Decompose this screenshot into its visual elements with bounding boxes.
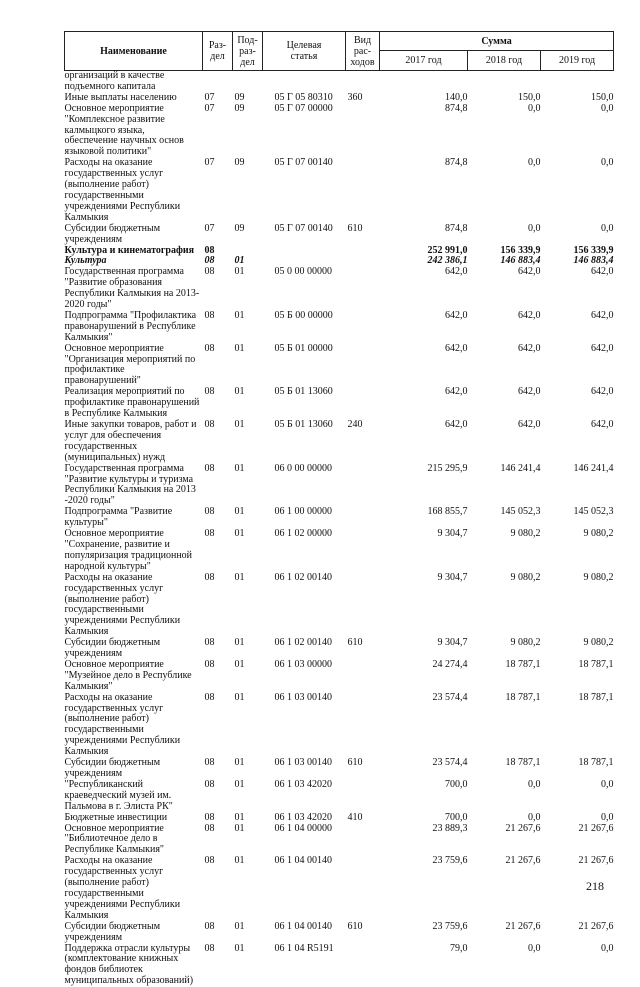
row-name-cell: Культура и кинематография <box>65 246 203 257</box>
row-target-cell: 05 Г 07 00140 <box>263 158 346 223</box>
row-2019-cell: 642,0 <box>541 387 614 420</box>
row-2017-cell: 9 304,7 <box>380 529 468 573</box>
budget-table <box>64 31 614 987</box>
row-name-cell: Культура <box>65 256 203 267</box>
row-name-cell: Подпрограмма "Развитие культуры" <box>65 507 203 529</box>
row-section-cell: 08 <box>203 420 233 464</box>
row-section-cell: 07 <box>203 158 233 223</box>
row-target-cell <box>263 246 346 257</box>
row-2017-cell: 23 759,6 <box>380 856 468 921</box>
row-2018-cell: 642,0 <box>468 267 541 311</box>
row-kind-cell <box>346 267 380 311</box>
row-section-cell: 08 <box>203 464 233 508</box>
row-section-cell: 08 <box>203 573 233 638</box>
row-kind-cell: 610 <box>346 758 380 780</box>
row-name-cell: Основное мероприятие "Библиотечное дело в Республике Калмыкия" <box>65 824 203 857</box>
table-row <box>65 573 614 638</box>
row-kind-cell <box>346 344 380 388</box>
row-2018-cell: 0,0 <box>468 104 541 159</box>
row-target-cell: 06 1 04 R5191 <box>263 944 346 987</box>
row-subsection-cell: 01 <box>233 267 263 311</box>
row-2017-cell: 642,0 <box>380 344 468 388</box>
row-name-cell: Расходы на оказание государственных услуг (выполнение работ) государственными учреждениями Республики Калмыкия <box>65 856 203 921</box>
row-target-cell: 05 Б 01 13060 <box>263 420 346 464</box>
row-2017-cell: 23 889,3 <box>380 824 468 857</box>
row-2017-cell: 874,8 <box>380 104 468 159</box>
row-2018-cell: 21 267,6 <box>468 922 541 944</box>
row-kind-cell <box>346 660 380 693</box>
row-section-cell: 08 <box>203 246 233 257</box>
row-section-cell: 08 <box>203 780 233 813</box>
row-name-cell: Государственная программа "Развитие образования Республики Калмыкия на 2013-2020 годы" <box>65 267 203 311</box>
table-row <box>65 224 614 246</box>
row-target-cell: 06 1 02 00000 <box>263 529 346 573</box>
row-target-cell: 05 0 00 00000 <box>263 267 346 311</box>
row-section-cell: 08 <box>203 922 233 944</box>
row-target-cell: 05 Г 05 80310 <box>263 93 346 104</box>
table-row <box>65 922 614 944</box>
row-subsection-cell: 01 <box>233 573 263 638</box>
table-row <box>65 638 614 660</box>
row-name-cell: Расходы на оказание государственных услуг (выполнение работ) государственными учреждениями Республики Калмыкия <box>65 158 203 223</box>
row-subsection-cell: 01 <box>233 856 263 921</box>
row-target-cell: 06 1 04 00000 <box>263 824 346 857</box>
row-2019-cell: 146 241,4 <box>541 464 614 508</box>
row-name-cell: Подпрограмма "Профилактика правонарушений в Республике Калмыкия" <box>65 311 203 344</box>
row-2019-cell: 642,0 <box>541 420 614 464</box>
row-name-cell: Поддержка отрасли культуры (комплектование книжных фондов библиотек муниципальных образований) <box>65 944 203 987</box>
row-kind-cell <box>346 529 380 573</box>
row-2017-cell: 874,8 <box>380 158 468 223</box>
row-2017-cell: 140,0 <box>380 93 468 104</box>
row-target-cell: 06 1 03 00140 <box>263 758 346 780</box>
row-name-cell: Иные закупки товаров, работ и услуг для обеспечения государственных (муниципальных) нужд <box>65 420 203 464</box>
table-row <box>65 158 614 223</box>
row-kind-cell <box>346 693 380 758</box>
row-2018-cell: 21 267,6 <box>468 856 541 921</box>
row-name-cell: "Республиканский краеведческий музей им. Пальмова в г. Элиста РК" <box>65 780 203 813</box>
row-2017-cell: 79,0 <box>380 944 468 987</box>
row-2018-cell: 150,0 <box>468 93 541 104</box>
row-2018-cell: 146 883,4 <box>468 256 541 267</box>
row-target-cell: 06 1 04 00140 <box>263 922 346 944</box>
row-name-cell: Расходы на оказание государственных услуг (выполнение работ) государственными учреждениями Республики Калмыкия <box>65 693 203 758</box>
table-row <box>65 856 614 921</box>
row-2017-cell: 642,0 <box>380 387 468 420</box>
header-sum: Сумма <box>380 32 614 51</box>
row-subsection-cell: 01 <box>233 780 263 813</box>
table-row <box>65 529 614 573</box>
row-name-cell: Субсидии бюджетным учреждениям <box>65 758 203 780</box>
row-section-cell: 08 <box>203 256 233 267</box>
row-2017-cell: 874,8 <box>380 224 468 246</box>
header-section: Раз- дел <box>203 32 233 71</box>
row-target-cell: 05 Г 07 00000 <box>263 104 346 159</box>
row-target-cell: 06 1 03 42020 <box>263 813 346 824</box>
row-kind-cell <box>346 71 380 93</box>
row-2019-cell: 642,0 <box>541 311 614 344</box>
row-2019-cell: 0,0 <box>541 813 614 824</box>
row-kind-cell: 610 <box>346 638 380 660</box>
row-2018-cell: 0,0 <box>468 158 541 223</box>
row-section-cell: 07 <box>203 93 233 104</box>
row-kind-cell <box>346 104 380 159</box>
table-row <box>65 758 614 780</box>
row-section-cell <box>203 71 233 93</box>
row-2019-cell: 18 787,1 <box>541 758 614 780</box>
row-name-cell: Субсидии бюджетным учреждениям <box>65 922 203 944</box>
row-kind-cell <box>346 944 380 987</box>
row-2017-cell: 23 759,6 <box>380 922 468 944</box>
row-2019-cell: 21 267,6 <box>541 824 614 857</box>
row-2018-cell: 18 787,1 <box>468 758 541 780</box>
row-section-cell: 08 <box>203 824 233 857</box>
row-2018-cell: 642,0 <box>468 311 541 344</box>
row-2018-cell <box>468 71 541 93</box>
row-section-cell: 08 <box>203 660 233 693</box>
row-target-cell: 06 1 02 00140 <box>263 638 346 660</box>
row-section-cell: 08 <box>203 944 233 987</box>
row-section-cell: 08 <box>203 311 233 344</box>
row-2017-cell: 9 304,7 <box>380 573 468 638</box>
row-kind-cell: 410 <box>346 813 380 824</box>
row-subsection-cell: 01 <box>233 922 263 944</box>
table-row <box>65 780 614 813</box>
row-subsection-cell: 01 <box>233 387 263 420</box>
row-2017-cell: 23 574,4 <box>380 693 468 758</box>
row-kind-cell <box>346 824 380 857</box>
row-subsection-cell: 01 <box>233 344 263 388</box>
row-subsection-cell: 01 <box>233 507 263 529</box>
header-kind: Вид рас- ходов <box>346 32 380 71</box>
row-2019-cell: 642,0 <box>541 267 614 311</box>
table-header <box>65 32 614 71</box>
row-target-cell: 05 Б 01 13060 <box>263 387 346 420</box>
row-subsection-cell: 01 <box>233 311 263 344</box>
row-subsection-cell: 01 <box>233 529 263 573</box>
row-target-cell: 06 1 00 00000 <box>263 507 346 529</box>
row-2019-cell: 150,0 <box>541 93 614 104</box>
row-2017-cell: 700,0 <box>380 780 468 813</box>
row-section-cell: 08 <box>203 507 233 529</box>
row-2019-cell: 9 080,2 <box>541 573 614 638</box>
row-2018-cell: 0,0 <box>468 224 541 246</box>
row-name-cell: Субсидии бюджетным учреждениям <box>65 224 203 246</box>
row-2019-cell: 0,0 <box>541 104 614 159</box>
row-section-cell: 08 <box>203 267 233 311</box>
row-section-cell: 08 <box>203 856 233 921</box>
row-section-cell: 08 <box>203 344 233 388</box>
row-target-cell: 05 Б 01 00000 <box>263 344 346 388</box>
row-2019-cell: 21 267,6 <box>541 922 614 944</box>
table-row <box>65 71 614 93</box>
table-row <box>65 387 614 420</box>
row-2018-cell: 146 241,4 <box>468 464 541 508</box>
row-2018-cell: 0,0 <box>468 780 541 813</box>
row-2019-cell: 642,0 <box>541 344 614 388</box>
row-2019-cell: 21 267,6 <box>541 856 614 921</box>
row-section-cell: 07 <box>203 224 233 246</box>
row-section-cell: 08 <box>203 387 233 420</box>
row-2018-cell: 21 267,6 <box>468 824 541 857</box>
row-subsection-cell: 01 <box>233 660 263 693</box>
row-2018-cell: 156 339,9 <box>468 246 541 257</box>
table-row <box>65 267 614 311</box>
row-name-cell: Основное мероприятие "Сохранение, развитие и популяризация традиционной народной культуры" <box>65 529 203 573</box>
page-number: 218 <box>586 879 604 894</box>
row-2019-cell: 156 339,9 <box>541 246 614 257</box>
row-subsection-cell: 01 <box>233 944 263 987</box>
row-2019-cell <box>541 71 614 93</box>
row-kind-cell <box>346 256 380 267</box>
row-2018-cell: 9 080,2 <box>468 638 541 660</box>
table-row <box>65 813 614 824</box>
row-2019-cell: 145 052,3 <box>541 507 614 529</box>
row-kind-cell <box>346 856 380 921</box>
table-row <box>65 464 614 508</box>
row-subsection-cell: 01 <box>233 256 263 267</box>
row-subsection-cell: 01 <box>233 824 263 857</box>
row-2018-cell: 18 787,1 <box>468 693 541 758</box>
row-kind-cell <box>346 246 380 257</box>
row-2017-cell: 9 304,7 <box>380 638 468 660</box>
row-section-cell: 07 <box>203 104 233 159</box>
row-2019-cell: 0,0 <box>541 158 614 223</box>
row-target-cell: 06 1 03 00000 <box>263 660 346 693</box>
row-2018-cell: 9 080,2 <box>468 573 541 638</box>
row-2019-cell: 146 883,4 <box>541 256 614 267</box>
row-name-cell: Бюджетные инвестиции <box>65 813 203 824</box>
row-2017-cell: 24 274,4 <box>380 660 468 693</box>
row-2017-cell: 168 855,7 <box>380 507 468 529</box>
row-kind-cell: 240 <box>346 420 380 464</box>
header-subsection: Под- раз- дел <box>233 32 263 71</box>
row-kind-cell: 610 <box>346 224 380 246</box>
row-kind-cell: 360 <box>346 93 380 104</box>
row-name-cell: Расходы на оказание государственных услуг (выполнение работ) государственными учреждениями Республики Калмыкия <box>65 573 203 638</box>
row-2017-cell: 252 991,0 <box>380 246 468 257</box>
row-kind-cell <box>346 573 380 638</box>
row-2018-cell: 9 080,2 <box>468 529 541 573</box>
row-2017-cell <box>380 71 468 93</box>
row-subsection-cell: 01 <box>233 420 263 464</box>
row-target-cell: 05 Б 00 00000 <box>263 311 346 344</box>
row-section-cell: 08 <box>203 693 233 758</box>
row-2018-cell: 0,0 <box>468 944 541 987</box>
header-name: Наименование <box>65 32 203 71</box>
row-2019-cell: 18 787,1 <box>541 660 614 693</box>
row-target-cell: 05 Г 07 00140 <box>263 224 346 246</box>
row-name-cell: Основное мероприятие "Организация мероприятий по профилактике правонарушений" <box>65 344 203 388</box>
row-subsection-cell: 01 <box>233 464 263 508</box>
row-name-cell: Основное мероприятие "Комплексное развитие калмыцкого языка, обеспечение научных основ языковой политики" <box>65 104 203 159</box>
row-2017-cell: 700,0 <box>380 813 468 824</box>
row-section-cell: 08 <box>203 813 233 824</box>
row-name-cell: Субсидии бюджетным учреждениям <box>65 638 203 660</box>
header-year-2017: 2017 год <box>380 51 468 71</box>
row-target-cell: 06 1 02 00140 <box>263 573 346 638</box>
row-2018-cell: 642,0 <box>468 387 541 420</box>
row-target-cell: 06 1 03 00140 <box>263 693 346 758</box>
table-row <box>65 507 614 529</box>
row-2019-cell: 0,0 <box>541 224 614 246</box>
row-target-cell: 06 0 00 00000 <box>263 464 346 508</box>
row-2018-cell: 145 052,3 <box>468 507 541 529</box>
row-kind-cell <box>346 507 380 529</box>
row-target-cell: 06 1 04 00140 <box>263 856 346 921</box>
row-2017-cell: 215 295,9 <box>380 464 468 508</box>
table-row <box>65 660 614 693</box>
row-name-cell: организаций в качестве подъемного капитала <box>65 71 203 93</box>
table-body <box>65 71 614 987</box>
row-2019-cell: 9 080,2 <box>541 529 614 573</box>
row-2017-cell: 642,0 <box>380 267 468 311</box>
row-2019-cell: 18 787,1 <box>541 693 614 758</box>
row-kind-cell <box>346 464 380 508</box>
row-subsection-cell: 01 <box>233 813 263 824</box>
row-kind-cell <box>346 158 380 223</box>
row-section-cell: 08 <box>203 638 233 660</box>
table-row <box>65 311 614 344</box>
row-kind-cell <box>346 311 380 344</box>
row-subsection-cell: 09 <box>233 158 263 223</box>
row-section-cell: 08 <box>203 529 233 573</box>
row-section-cell: 08 <box>203 758 233 780</box>
row-2019-cell: 9 080,2 <box>541 638 614 660</box>
row-2018-cell: 0,0 <box>468 813 541 824</box>
row-2017-cell: 23 574,4 <box>380 758 468 780</box>
table-row <box>65 693 614 758</box>
row-kind-cell <box>346 387 380 420</box>
table-row <box>65 944 614 987</box>
row-target-cell <box>263 71 346 93</box>
row-kind-cell: 610 <box>346 922 380 944</box>
row-2017-cell: 642,0 <box>380 311 468 344</box>
row-name-cell: Государственная программа "Развитие культуры и туризма Республики Калмыкия на 2013 -2020 годы" <box>65 464 203 508</box>
row-subsection-cell: 01 <box>233 693 263 758</box>
header-year-2019: 2019 год <box>541 51 614 71</box>
row-subsection-cell: 09 <box>233 93 263 104</box>
row-2018-cell: 642,0 <box>468 420 541 464</box>
row-2019-cell: 0,0 <box>541 780 614 813</box>
row-name-cell: Иные выплаты населению <box>65 93 203 104</box>
row-2018-cell: 18 787,1 <box>468 660 541 693</box>
row-target-cell: 06 1 03 42020 <box>263 780 346 813</box>
header-target: Целевая статья <box>263 32 346 71</box>
row-2019-cell: 0,0 <box>541 944 614 987</box>
row-2018-cell: 642,0 <box>468 344 541 388</box>
budget-sheet <box>64 31 613 987</box>
header-year-2018: 2018 год <box>468 51 541 71</box>
row-subsection-cell: 09 <box>233 104 263 159</box>
row-subsection-cell: 01 <box>233 638 263 660</box>
row-subsection-cell <box>233 71 263 93</box>
row-subsection-cell: 01 <box>233 758 263 780</box>
row-name-cell: Реализация мероприятий по профилактике правонарушений в Республике Калмыкия <box>65 387 203 420</box>
row-name-cell: Основное мероприятие "Музейное дело в Республике Калмыкия" <box>65 660 203 693</box>
row-subsection-cell: 09 <box>233 224 263 246</box>
row-2017-cell: 242 386,1 <box>380 256 468 267</box>
table-row <box>65 344 614 388</box>
row-2017-cell: 642,0 <box>380 420 468 464</box>
table-row <box>65 824 614 857</box>
table-row <box>65 104 614 159</box>
row-kind-cell <box>346 780 380 813</box>
table-row <box>65 420 614 464</box>
